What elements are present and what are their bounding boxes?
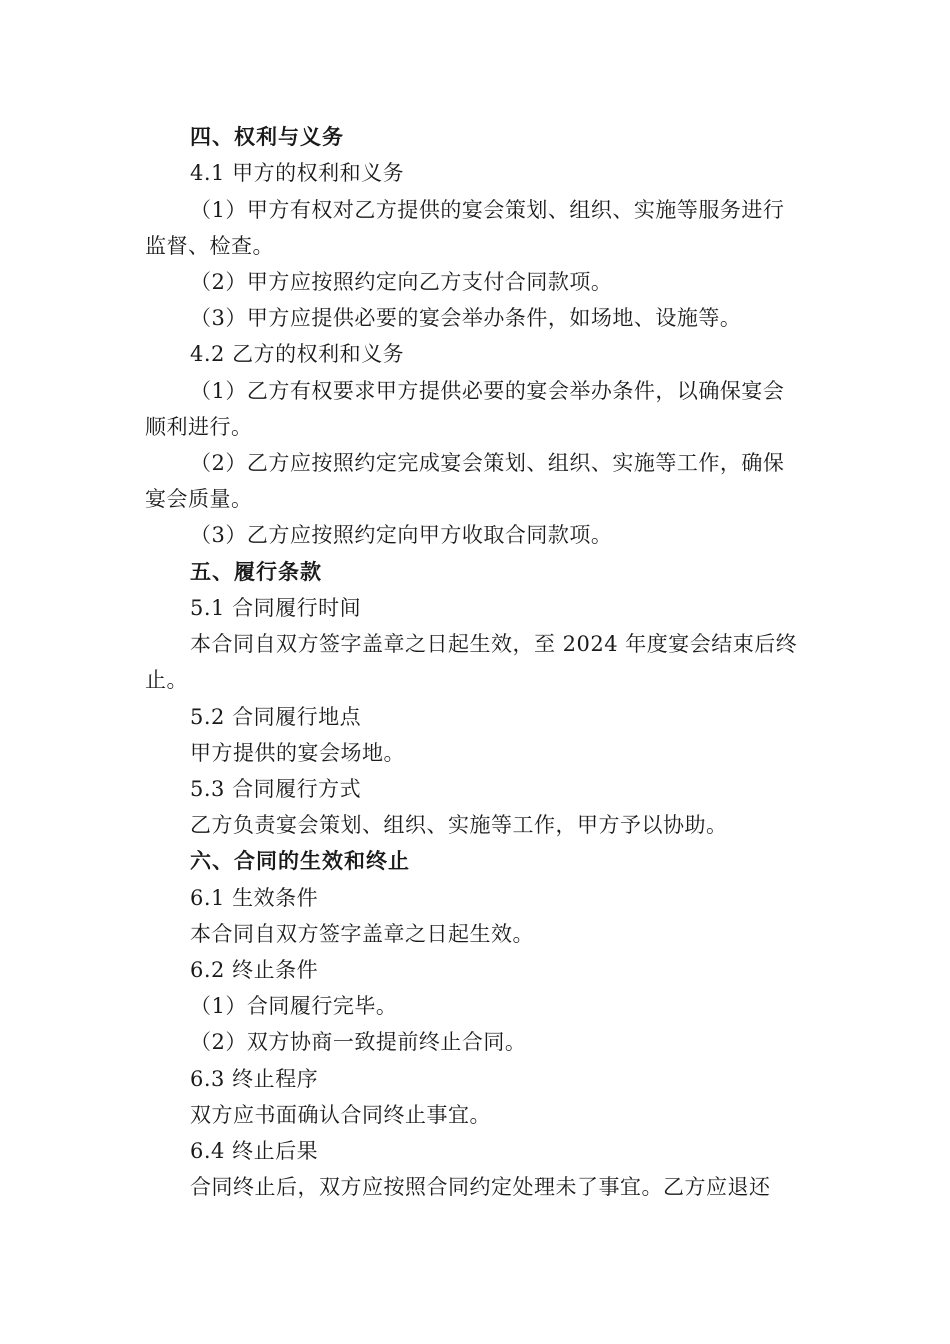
paragraph-line: （1）甲方有权对乙方提供的宴会策划、组织、实施等服务进行: [190, 198, 785, 222]
paragraph-line: 监督、检查。: [145, 234, 274, 258]
paragraph-line: 本合同自双方签字盖章之日起生效。: [190, 922, 534, 946]
subsection-heading: 6.4 终止后果: [190, 1139, 319, 1163]
paragraph-line: 乙方负责宴会策划、组织、实施等工作，甲方予以协助。: [190, 813, 728, 837]
subsection-heading: 5.3 合同履行方式: [190, 777, 362, 801]
section-heading-performance: 五、履行条款: [190, 560, 322, 584]
section-heading-rights-obligations: 四、权利与义务: [190, 125, 344, 149]
subsection-heading: 5.2 合同履行地点: [190, 705, 362, 729]
paragraph-line: （2）甲方应按照约定向乙方支付合同款项。: [190, 270, 613, 294]
paragraph-line: 甲方提供的宴会场地。: [190, 741, 405, 765]
paragraph-line: 顺利进行。: [145, 415, 253, 439]
paragraph-line: （2）双方协商一致提前终止合同。: [190, 1030, 527, 1054]
paragraph-line: （3）乙方应按照约定向甲方收取合同款项。: [190, 523, 613, 547]
paragraph-line: （1）合同履行完毕。: [190, 994, 398, 1018]
subsection-heading: 4.1 甲方的权利和义务: [190, 161, 405, 185]
paragraph-line: （2）乙方应按照约定完成宴会策划、组织、实施等工作，确保: [190, 451, 785, 475]
paragraph-line: （3）甲方应提供必要的宴会举办条件，如场地、设施等。: [190, 306, 742, 330]
section-heading-effect-termination: 六、合同的生效和终止: [190, 849, 410, 873]
paragraph-line: 本合同自双方签字盖章之日起生效，至 2024 年度宴会结束后终: [190, 632, 798, 656]
subsection-heading: 5.1 合同履行时间: [190, 596, 362, 620]
subsection-heading: 6.3 终止程序: [190, 1067, 319, 1091]
paragraph-line: 止。: [145, 668, 188, 692]
subsection-heading: 6.2 终止条件: [190, 958, 319, 982]
paragraph-line: 宴会质量。: [145, 487, 253, 511]
subsection-heading: 4.2 乙方的权利和义务: [190, 342, 405, 366]
subsection-heading: 6.1 生效条件: [190, 886, 319, 910]
paragraph-line: 双方应书面确认合同终止事宜。: [190, 1103, 491, 1127]
paragraph-line: （1）乙方有权要求甲方提供必要的宴会举办条件，以确保宴会: [190, 379, 785, 403]
paragraph-line: 合同终止后，双方应按照合同约定处理未了事宜。乙方应退还: [190, 1175, 771, 1199]
